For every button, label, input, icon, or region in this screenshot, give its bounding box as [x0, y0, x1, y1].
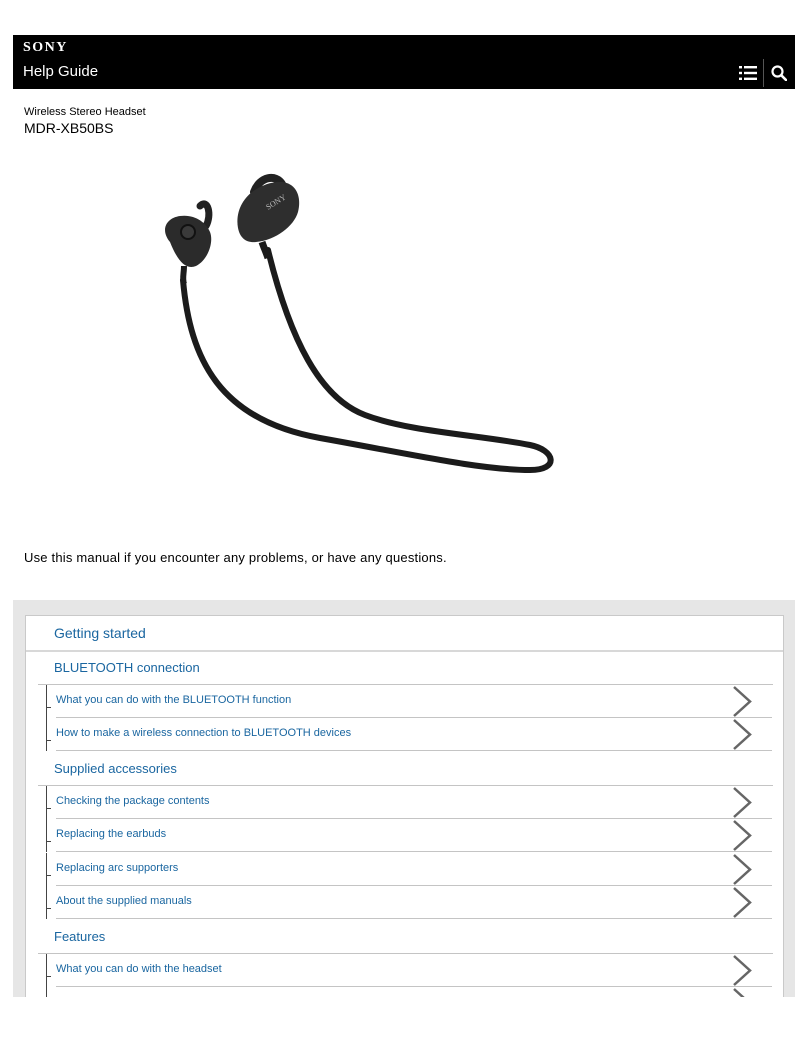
tree-branch	[46, 707, 51, 708]
chevron-right-icon[interactable]	[730, 819, 756, 852]
list-icon	[739, 66, 757, 80]
chevron-right-icon[interactable]	[730, 987, 756, 997]
search-button[interactable]	[765, 59, 793, 87]
toc-item[interactable]	[46, 987, 772, 997]
chevron-right-icon[interactable]	[730, 685, 756, 718]
toc-item[interactable]	[46, 786, 772, 819]
left-earpiece	[165, 204, 211, 284]
help-guide-title[interactable]: Help Guide	[23, 63, 99, 80]
search-icon	[771, 65, 787, 81]
tree-line	[46, 853, 47, 886]
section-bluetooth-connection[interactable]: BLUETOOTH connection	[54, 660, 200, 675]
toc-item-label[interactable]: About the supplied manuals	[56, 895, 192, 907]
chapter-title[interactable]: Getting started	[54, 625, 146, 641]
row-divider	[56, 750, 772, 751]
toc-item[interactable]	[46, 853, 772, 886]
toc-item[interactable]	[46, 718, 772, 751]
header-bar	[13, 35, 795, 89]
tree-line	[46, 987, 47, 997]
tree-branch	[46, 976, 51, 977]
toc-item-label[interactable]: Replacing arc supporters	[56, 862, 179, 874]
table-of-contents	[13, 600, 795, 997]
section-supplied-accessories[interactable]: Supplied accessories	[54, 761, 177, 776]
tree-line	[46, 786, 47, 819]
tree-line	[46, 685, 47, 718]
intro-text: Use this manual if you encounter any problems, or have any questions.	[24, 550, 447, 565]
row-divider	[56, 918, 772, 919]
chevron-right-icon[interactable]	[730, 954, 756, 987]
tree-line	[46, 819, 47, 852]
tree-branch	[46, 841, 51, 842]
tree-line	[46, 886, 47, 919]
chevron-right-icon[interactable]	[730, 718, 756, 751]
toc-item[interactable]	[46, 819, 772, 852]
tree-line	[46, 954, 47, 987]
toc-item-label[interactable]: Checking the package contents	[56, 795, 210, 807]
toc-item[interactable]	[46, 954, 772, 987]
toc-item-label[interactable]: What you can do with the BLUETOOTH function	[56, 694, 292, 706]
chapter-getting-started[interactable]	[26, 616, 783, 652]
chevron-right-icon[interactable]	[730, 886, 756, 919]
toc-button[interactable]	[734, 59, 762, 87]
toc-panel	[25, 615, 784, 997]
tree-line	[46, 718, 47, 751]
right-earpiece	[237, 178, 299, 258]
toc-item-label[interactable]: What you can do with the headset	[56, 963, 222, 975]
tree-branch	[46, 875, 51, 876]
tree-branch	[46, 908, 51, 909]
headset-brand-mark: SONY	[264, 192, 288, 212]
sony-logo[interactable]: SONY	[23, 40, 68, 55]
product-model: MDR-XB50BS	[24, 120, 114, 136]
toc-item[interactable]	[46, 685, 772, 718]
product-category: Wireless Stereo Headset	[24, 106, 146, 118]
chevron-right-icon[interactable]	[730, 786, 756, 819]
header-separator	[763, 59, 764, 87]
tree-branch	[46, 740, 51, 741]
chevron-right-icon[interactable]	[730, 853, 756, 886]
tree-branch	[46, 808, 51, 809]
toc-item[interactable]	[46, 886, 772, 919]
row-divider	[56, 851, 772, 852]
section-features[interactable]: Features	[54, 929, 106, 944]
headset-image	[150, 170, 570, 510]
toc-item-label[interactable]: How to make a wireless connection to BLUETOOTH devices	[56, 727, 352, 739]
toc-item-label[interactable]: Replacing the earbuds	[56, 828, 167, 840]
